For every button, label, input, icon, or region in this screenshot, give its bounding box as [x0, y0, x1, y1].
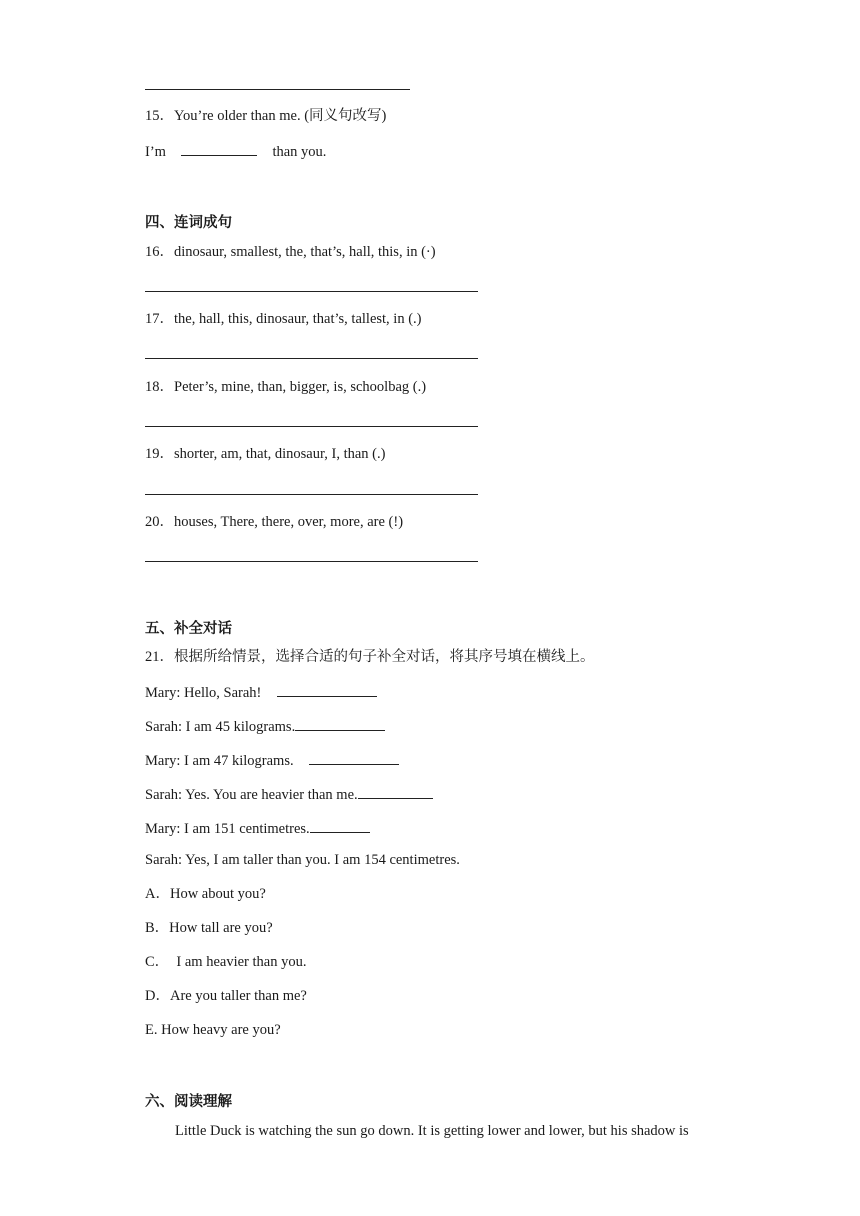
- answer-line-18[interactable]: [145, 426, 478, 427]
- dialogue-text: Mary: I am 47 kilograms.: [145, 753, 294, 769]
- answer-line-14[interactable]: [145, 89, 410, 90]
- answer-line-16[interactable]: [145, 291, 478, 292]
- dialogue-line-3: [145, 750, 399, 770]
- dialogue-blank-4[interactable]: [358, 784, 433, 799]
- dialogue-line-6: Sarah: Yes, I am taller than you. I am 154 centimetres.: [145, 852, 460, 868]
- answer-line-17[interactable]: [145, 358, 478, 359]
- question-17: 17．the, hall, this, dinosaur, that’s, tallest, in (.): [145, 311, 422, 327]
- section-4-heading: 四、连词成句: [145, 215, 232, 231]
- option-c: C． I am heavier than you.: [145, 954, 307, 970]
- dialogue-text: Mary: I am 151 centimetres.: [145, 821, 310, 837]
- dialogue-blank-3[interactable]: [309, 750, 399, 765]
- question-20: 20．houses, There, there, over, more, are (!): [145, 514, 404, 530]
- dialogue-text: Sarah: Yes. You are heavier than me.: [145, 787, 358, 803]
- section-5-heading: 五、补全对话: [145, 621, 232, 637]
- dialogue-blank-5[interactable]: [310, 818, 370, 833]
- dialogue-line-4: [145, 784, 433, 804]
- dialogue-blank-1[interactable]: [277, 682, 377, 697]
- question-19: 19．shorter, am, that, dinosaur, I, than (.): [145, 446, 386, 462]
- dialogue-text: Mary: Hello, Sarah!: [145, 685, 262, 701]
- question-15: 15．You’re older than me. (同义句改写): [145, 108, 387, 124]
- section-6-heading: 六、阅读理解: [145, 1094, 232, 1110]
- option-a: A．How about you?: [145, 886, 266, 902]
- dialogue-text: Sarah: I am 45 kilograms.: [145, 719, 296, 735]
- answer-line-20[interactable]: [145, 561, 478, 562]
- answer-suffix: than you.: [272, 144, 327, 160]
- dialogue-line-5: [145, 818, 370, 838]
- option-e: E. How heavy are you?: [145, 1022, 281, 1038]
- question-18: 18．Peter’s, mine, than, bigger, is, schoolbag (.): [145, 379, 427, 395]
- question-21-instruction: 21．根据所给情景，选择合适的句子补全对话，将其序号填在横线上。: [145, 649, 595, 665]
- dialogue-blank-2[interactable]: [295, 716, 385, 731]
- answer-prefix: I’m: [145, 144, 166, 160]
- dialogue-line-2: [145, 716, 385, 736]
- option-d: D．Are you taller than me?: [145, 988, 307, 1004]
- fill-blank-15[interactable]: [181, 141, 257, 156]
- dialogue-line-1: [145, 682, 377, 702]
- question-16: 16．dinosaur, smallest, the, that’s, hall, this, in (·): [145, 244, 436, 260]
- question-15-answer: [145, 141, 326, 161]
- option-b: B．How tall are you?: [145, 920, 273, 936]
- reading-passage: Little Duck is watching the sun go down. It is getting lower and lower, but his shadow is: [175, 1123, 689, 1139]
- answer-line-19[interactable]: [145, 494, 478, 495]
